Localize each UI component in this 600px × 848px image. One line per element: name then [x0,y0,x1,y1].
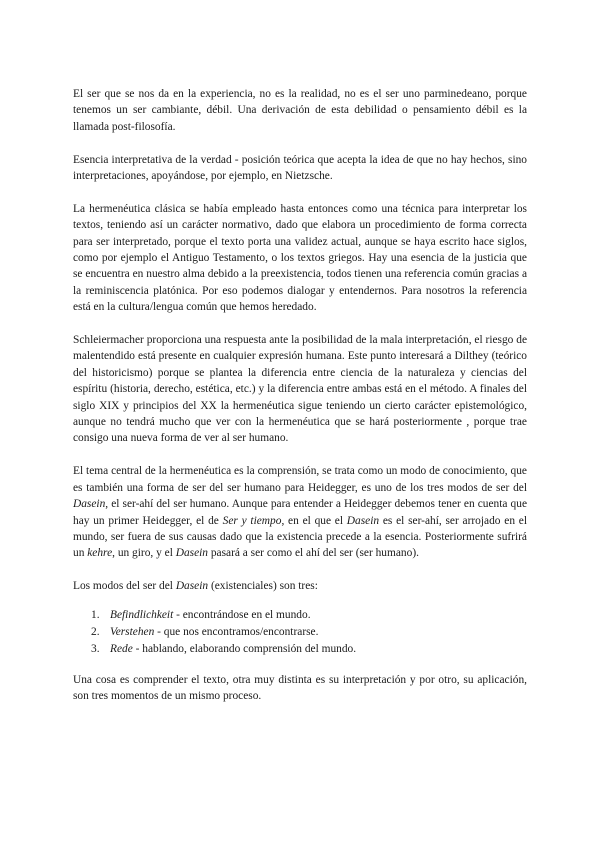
list-item-desc: - hablando, elaborando comprensión del mundo. [132,643,357,656]
text-span: El tema central de la hermenéutica es la comprensión, se trata como un modo de conocimiento, que es también una forma de ser del ser humano para Heidegger, es uno de los tres modos de ser del [73,465,527,494]
list-item [91,624,527,640]
paragraph-modos-intro [73,578,527,594]
term-befindlichkeit: Befindlichkeit [110,608,174,621]
paragraph-hermeneutica-clasica: La hermenéutica clásica se había empleado hasta entonces como una técnica para interpretar los textos, teniendo así un carácter normativo, dado que elabora un procedimiento de forma correcta para ser interpretado, porque el texto porta una validez actual, aunque se haya escrito hace siglos, como por ejemplo el Antiguo Testamento, o los textos griegos. Hay una esencia de la justicia que se encuentra en nuestro alma debido a la preexistencia, todos tienen una referencia común gracias a la reminiscencia platónica. Por eso podemos dialogar y entendernos. Para nosotros la referencia está en la cultura/lengua común que hemos heredado. [73,202,527,314]
list-item-desc: - encontrándose en el mundo. [173,608,311,621]
paragraph-conclusion: Una cosa es comprender el texto, otra muy distinta es su interpretación y por otro, su aplicación, son tres momentos de un mismo proceso. [73,673,527,703]
paragraph-esencia-interpretativa: Esencia interpretativa de la verdad - posición teórica que acepta la idea de que no hay hechos, sino interpretaciones, apoyándose, por ejemplo, en Nietzsche. [73,153,527,183]
list-number: 1. [91,608,100,621]
text-span: , un giro, y el [112,547,176,560]
term-verstehen: Verstehen [110,625,155,638]
modes-list [73,607,527,658]
paragraph-comprension [73,463,527,561]
paragraph-debil: El ser que se nos da en la experiencia, no es la realidad, no es el ser uno parminedeano, porque tenemos un ser cambiante, débil. Una derivación de esta debilidad o pensamiento débil es la llamada post-filosofía. [73,88,527,133]
list-item [91,641,527,657]
term-kehre: kehre [87,547,113,560]
text-span: Los modos del ser del [73,580,176,593]
text-span: , en el que el [281,514,347,527]
document-body [73,86,527,721]
term-dasein: Dasein [346,514,380,527]
list-item-desc: - que nos encontramos/encontrarse. [154,625,319,638]
term-dasein: Dasein [73,498,106,511]
text-span: pasará a ser como el ahí del ser (ser humano). [208,547,419,560]
list-item [91,607,527,623]
term-rede: Rede [110,643,133,656]
term-dasein: Dasein [175,547,208,560]
list-number: 3. [91,643,100,656]
text-span: , el ser-ahí del ser humano. Aunque para entender a Heidegger debemos tener en cuenta que hay un primer Heidegger, el de [73,498,527,527]
term-ser-y-tiempo: Ser y tiempo [222,514,282,527]
term-dasein: Dasein [175,580,209,593]
list-number: 2. [91,625,100,638]
text-span: es el ser-ahí, ser arrojado en el mundo, ser fuera de sus causas dado que la existencia precede a la esencia. Posteriormente sufrirá un [73,514,528,560]
text-span: (existenciales) son tres: [208,580,318,593]
paragraph-schleiermacher: Schleiermacher proporciona una respuesta ante la posibilidad de la mala interpretación, el riesgo de malentendido está presente en cualquier expresión humana. Este punto interesará a Dilthey (teórico del historicismo) porque se plantea la diferencia entre ciencia de la naturaleza y ciencias del espíritu (historia, derecho, estética, etc.) y la diferencia entre ambas está en el método. A finales del siglo XIX y principios del XX la hermenéutica sigue teniendo un cierto carácter epistemológico, aunque no tendrá mucho que ver con la hermenéutica que se hará posteriormente , porque trae consigo una nueva forma de ver al ser humano. [73,334,527,445]
